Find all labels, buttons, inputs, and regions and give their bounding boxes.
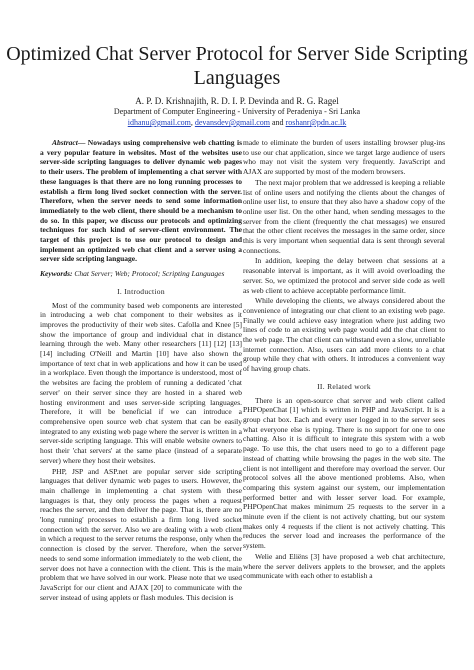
email-line [0, 118, 474, 128]
abstract-body: — Nowadays using comprehensive web chatting is a very popular feature in websites. Most of the websites use server-side scripting languages to deliver dynamic web pages to their users. The problem of implementing a chat server with these languages is that there are no long running processes to establish a firm long lived socket connection with the server. Therefore, when the server needs to send some information immediately to the web client, there should be a mechanism to do so. In this paper, we discuss our protocols and optimizing techniques for such kind of server-client environment. The target of this project is to use our protocol to design and implement an optimized web chat client and a server using a server side scripting language. [40, 138, 242, 264]
keywords-lead: Keywords: [40, 269, 73, 279]
email-link-2[interactable]: devansdev@gmail.com [194, 118, 270, 127]
email-separator-1: , [190, 118, 195, 127]
paragraph: Most of the community based web components are interested in introducing a web chat component to their websites as it improves the productivity of their web sites. Cafolla and Knee [5] show the importance of group and individual chat in distance learning through the web. Many other researchers [11] [12] [13] [14] including O'Neill and Martin [10] have also shown the importance of text chat in web applications and how it can be used in a workplace. Even though the importance is understood, most of the websites are facing the problem of running a dedicated 'chat server' on their server since they are hosted in a shared web hosting environment and uses server-side scripting languages. Therefore, it will be beneficial if we can introduce a comprehensive open source web chat system that can be easily integrated to any existing web page where the server is written in a server-side scripting language. This will enable website owners to host their 'chat servers' at the same place (instead of a separate server) where they host their websites. [40, 300, 242, 465]
abstract [40, 138, 242, 264]
section-heading-introduction: I. Introduction [117, 286, 165, 296]
affiliation: Department of Computer Engineering - University of Peradeniya - Sri Lanka [113, 107, 361, 116]
paragraph: Welie and Eliëns [3] have proposed a web chat architecture, where the server delivers applets to the browser, and the applets communicate with each other to establish a [243, 551, 445, 581]
keywords [40, 269, 242, 279]
email-link-1[interactable]: idhanu@gmail.com [127, 118, 191, 127]
paper-title: Optimized Chat Server Protocol for Server Side Scripting Languages [6, 43, 468, 89]
email-link-3[interactable]: roshanr@pdn.ac.lk [285, 118, 347, 127]
keywords-body: Chat Server; Web; Protocol; Scripting Languages [72, 269, 225, 279]
paragraph: PHP, JSP and ASP.net are popular server side scripting languages that deliver dynamic web pages to users. However, the main challenge in implementing a chat system with these languages is that, they only process the pages when a request reaches the server, and then deliver the page. That is, there are no 'long running' processes to establish a firm long lived socket connection with the server. Also we are dealing with a web client in which a request to the server returns the response, only when the connection is closed by the server. Therefore, when the server needs to send some information immediately to the web client, the server does not have a connection with the client. This is the main problem that we have solved in our work. Please note that we used JavaScript for our client and AJAX [20] to communicate with the server instead of using applets or flash modules. This decision is [40, 466, 242, 602]
paragraph: While developing the clients, we always considered about the convenience of integrating our chat client to an existing web page. Finally we could achieve easy integration where just adding two lines of code to an existing web page would add the chat client to the web page. The chat client can withstand even a slow, unreliable internet connection. Also, users can add more clients to a chat group while they chat with others. It introduces a convenient way of having group chats. [243, 296, 445, 374]
paragraph: There is an open-source chat server and web client called PHPOpenChat [1] which is written in PHP and JavaScript. It is a group chat box. Each and every user logged in to the server sees what everyone else is typing. There is no support for one to one chatting. Also it is difficult to integrate this system with a web page. To use this, the chat users need to go to a different page instead of chatting while browsing the pages in the web site. The client is not intelligent and therefore may overload the server. Our protocol solves all the above mentioned problems. Also, when comparing this system against our system, our implementation performed better and with lesser server load. For example, PHPOpenChat makes minimum 25 requests to the server in a minute even if the client is not actively chatting, but our system makes only 4 requests if the client is not actively chatting. This reduces the server load and increases the performance of the system. [243, 395, 445, 551]
paragraph: The next major problem that we addressed is keeping a reliable list of online users and notifying the clients about the changes of online user list, to ensure that they also have a shadow copy of the online user list. On the other hand, when sending messages to the server from the client (frequently the chat messages) we ensured that the other client receives the messages in the same order, since this is very important when sequential data is sent through several connections. [243, 177, 445, 255]
author-list: A. P. D. Krishnajith, R. D. I. P. Devinda and R. G. Ragel [135, 96, 339, 106]
paragraph: In addition, keeping the delay between chat sessions at a reasonable interval is important, as it will avoid overloading the server. So, we optimized the protocol and server side code as well as web client to achieve acceptable performance limit. [243, 256, 445, 295]
section-heading-related-work: II. Related work [317, 381, 371, 391]
abstract-lead: Abstract [52, 138, 78, 147]
left-column [40, 138, 242, 602]
email-separator-2: and [270, 118, 286, 127]
paragraph: made to eliminate the burden of users installing browser plug-ins to use our chat application, since we target large audience of users who may not visit the system very frequently. JavaScript and AJAX are supported by most of the modern browsers. [243, 138, 445, 177]
right-column [243, 138, 445, 581]
